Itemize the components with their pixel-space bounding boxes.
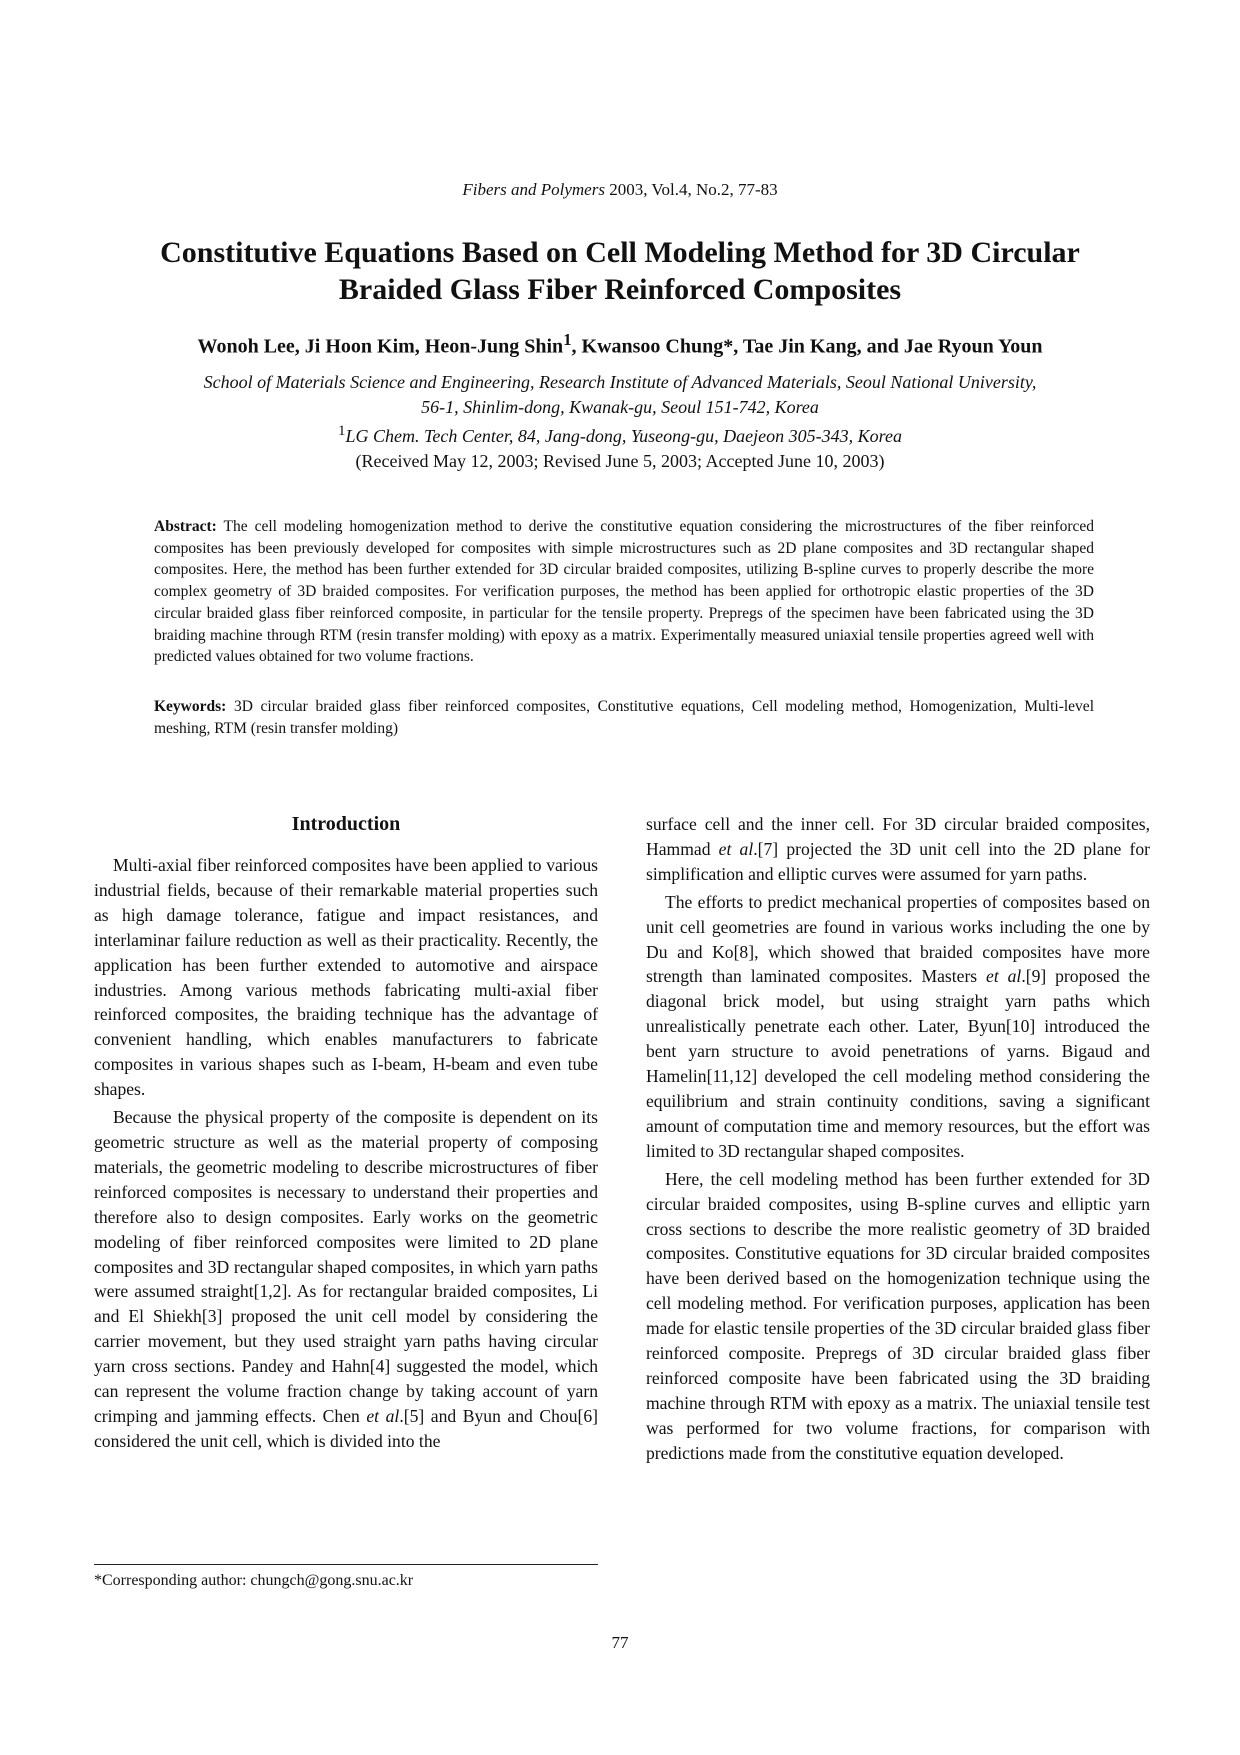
paper-title-line2: Braided Glass Fiber Reinforced Composites <box>338 273 902 306</box>
abstract-text: The cell modeling homogenization method to derive the constitutive equation considering the microstructures of the fiber reinforced composites has been previously developed for composites with simple microstructures such as 2D plane composites and 3D rectangular shaped composites. Here, the method has been further extended for 3D circular braided composites, utilizing B-spline curves to properly describe the more complex geometry of 3D braided composites. For verification purposes, the method has been applied for orthotropic elastic properties of the 3D circular braided glass fiber reinforced composite, in particular for the tensile property. Prepregs of the specimen have been fabricated using the 3D braiding machine through RTM (resin transfer molding) with epoxy as a matrix. Experimentally measured uniaxial tensile properties agreed well with predicted values obtained for two volume fractions. <box>154 518 1094 666</box>
paragraph: Here, the cell modeling method has been further extended for 3D circular braided composites, using B-spline curves and elliptic yarn cross sections to describe the more realistic geometry of 3D braided composites. Constitutive equations for 3D circular braided composites have been derived based on the homogenization technique using the cell modeling method. For verification purposes, application has been made for elastic tensile properties of the 3D circular braided glass fiber reinforced composite. Prepregs of 3D circular braided glass fiber reinforced composite have been fabricated using the 3D braiding machine through RTM with epoxy as a matrix. The uniaxial tensile test was performed for two volume fractions, for comparison with predictions made from the constitutive equation developed. <box>646 1168 1150 1463</box>
paragraph <box>646 812 1150 887</box>
received-dates: (Received May 12, 2003; Revised June 5, 2003; Accepted June 10, 2003) <box>355 450 885 471</box>
keywords-text: 3D circular braided glass fiber reinforced composites, Constitutive equations, Cell modeling method, Homogenization, Multi-level meshing, RTM (resin transfer molding) <box>154 698 1094 737</box>
citation-et-al: et al <box>718 838 754 859</box>
right-column <box>646 812 1150 1466</box>
affiliation-line2: 56-1, Shinlim-dong, Kwanak-gu, Seoul 151-742, Korea <box>421 396 819 417</box>
keywords-label: Keywords: <box>154 698 227 715</box>
paragraph: Multi-axial fiber reinforced composites have been applied to various industrial fields, because of their remarkable material properties such as high damage tolerance, fatigue and impact resistances, and interlaminar failure reduction as well as their practicality. Recently, the application has been further extended to automotive and airspace industries. Among various methods fabricating multi-axial fiber reinforced composites, the braiding technique has the advantage of convenient handling, which enables manufacturers to fabricate composites in various shapes such as I-beam, H-beam and even tube shapes. <box>94 855 598 1100</box>
paragraph-text: .[5] and Byun and Chou[6] considered the unit cell, which is divided into the <box>94 1405 599 1451</box>
footnote-corresponding-author: *Corresponding author: chungch@gong.snu.ac.kr <box>94 1572 414 1589</box>
journal-name: Fibers and Polymers <box>462 180 605 199</box>
section-heading-introduction: Introduction <box>291 813 401 835</box>
paper-title <box>120 234 1120 308</box>
author-affiliation-mark: 1 <box>563 330 572 349</box>
paper-title-line1: Constitutive Equations Based on Cell Modeling Method for 3D Circular <box>160 236 1080 269</box>
paragraph-text: .[7] projected the 3D unit cell into the 2D plane for simplification and elliptic curves were assumed for yarn paths. <box>646 838 1151 884</box>
paragraph <box>646 890 1150 1164</box>
citation-et-al: et al <box>986 966 1022 987</box>
abstract <box>154 516 1094 668</box>
paragraph-text: .[9] proposed the diagonal brick model, but using straight yarn paths which unrealistically penetrate each other. Later, Byun[10] introduced the bent yarn structure to avoid penetrations of yarns. Bigaud and Hamelin[11,12] developed the cell modeling method considering the equilibrium and strain continuity conditions, saving a significant amount of computation time and memory resources, but the effort was limited to 3D rectangular shaped composites. <box>646 966 1151 1161</box>
authors-part2: , Kwansoo Chung*, Tae Jin Kang, and Jae Ryoun Youn <box>571 335 1043 358</box>
journal-info: 2003, Vol.4, No.2, 77-83 <box>604 180 778 199</box>
citation-et-al: et al <box>366 1405 400 1426</box>
paragraph-text: Because the physical property of the composite is dependent on its geometric structure as well as the material property of composing materials, the geometric modeling to describe microstructures of fiber reinforced composites is necessary to understand their properties and therefore also to design composites. Early works on the geometric modeling of fiber reinforced composites were limited to 2D plane composites and 3D rectangular shaped composites, in which yarn paths were assumed straight[1,2]. As for rectangular braided composites, Li and El Shiekh[3] proposed the unit cell model by considering the carrier movement, but they used straight yarn paths having circular yarn cross sections. Pandey and Hahn[4] suggested the model, which can represent the volume fraction change by taking account of yarn crimping and jamming effects. Chen <box>94 1107 598 1426</box>
abstract-label: Abstract: <box>154 518 217 535</box>
author-list <box>80 330 1160 359</box>
affiliation-line1: School of Materials Science and Engineering, Research Institute of Advanced Materials, Seoul National University, <box>203 372 1037 392</box>
affiliation-block <box>100 370 1140 473</box>
page-number: 77 <box>611 1633 629 1652</box>
paragraph-text: surface cell and the inner cell. For 3D circular braided composites, Hammad <box>646 814 1150 859</box>
paragraph <box>94 1105 598 1454</box>
affiliation-line3: LG Chem. Tech Center, 84, Jang-dong, Yuseong-gu, Daejeon 305-343, Korea <box>345 426 902 446</box>
footnote-rule <box>94 1564 598 1565</box>
journal-header <box>0 180 1240 200</box>
keywords <box>154 696 1094 739</box>
authors-part1: Wonoh Lee, Ji Hoon Kim, Heon-Jung Shin <box>197 335 564 358</box>
affiliation-mark: 1 <box>338 423 346 439</box>
left-column <box>94 810 598 1454</box>
paragraph-text: The efforts to predict mechanical properties of composites based on unit cell geometries are found in various works including the one by Du and Ko[8], which showed that braided composites have more strength than laminated composites. Masters <box>646 891 1150 987</box>
